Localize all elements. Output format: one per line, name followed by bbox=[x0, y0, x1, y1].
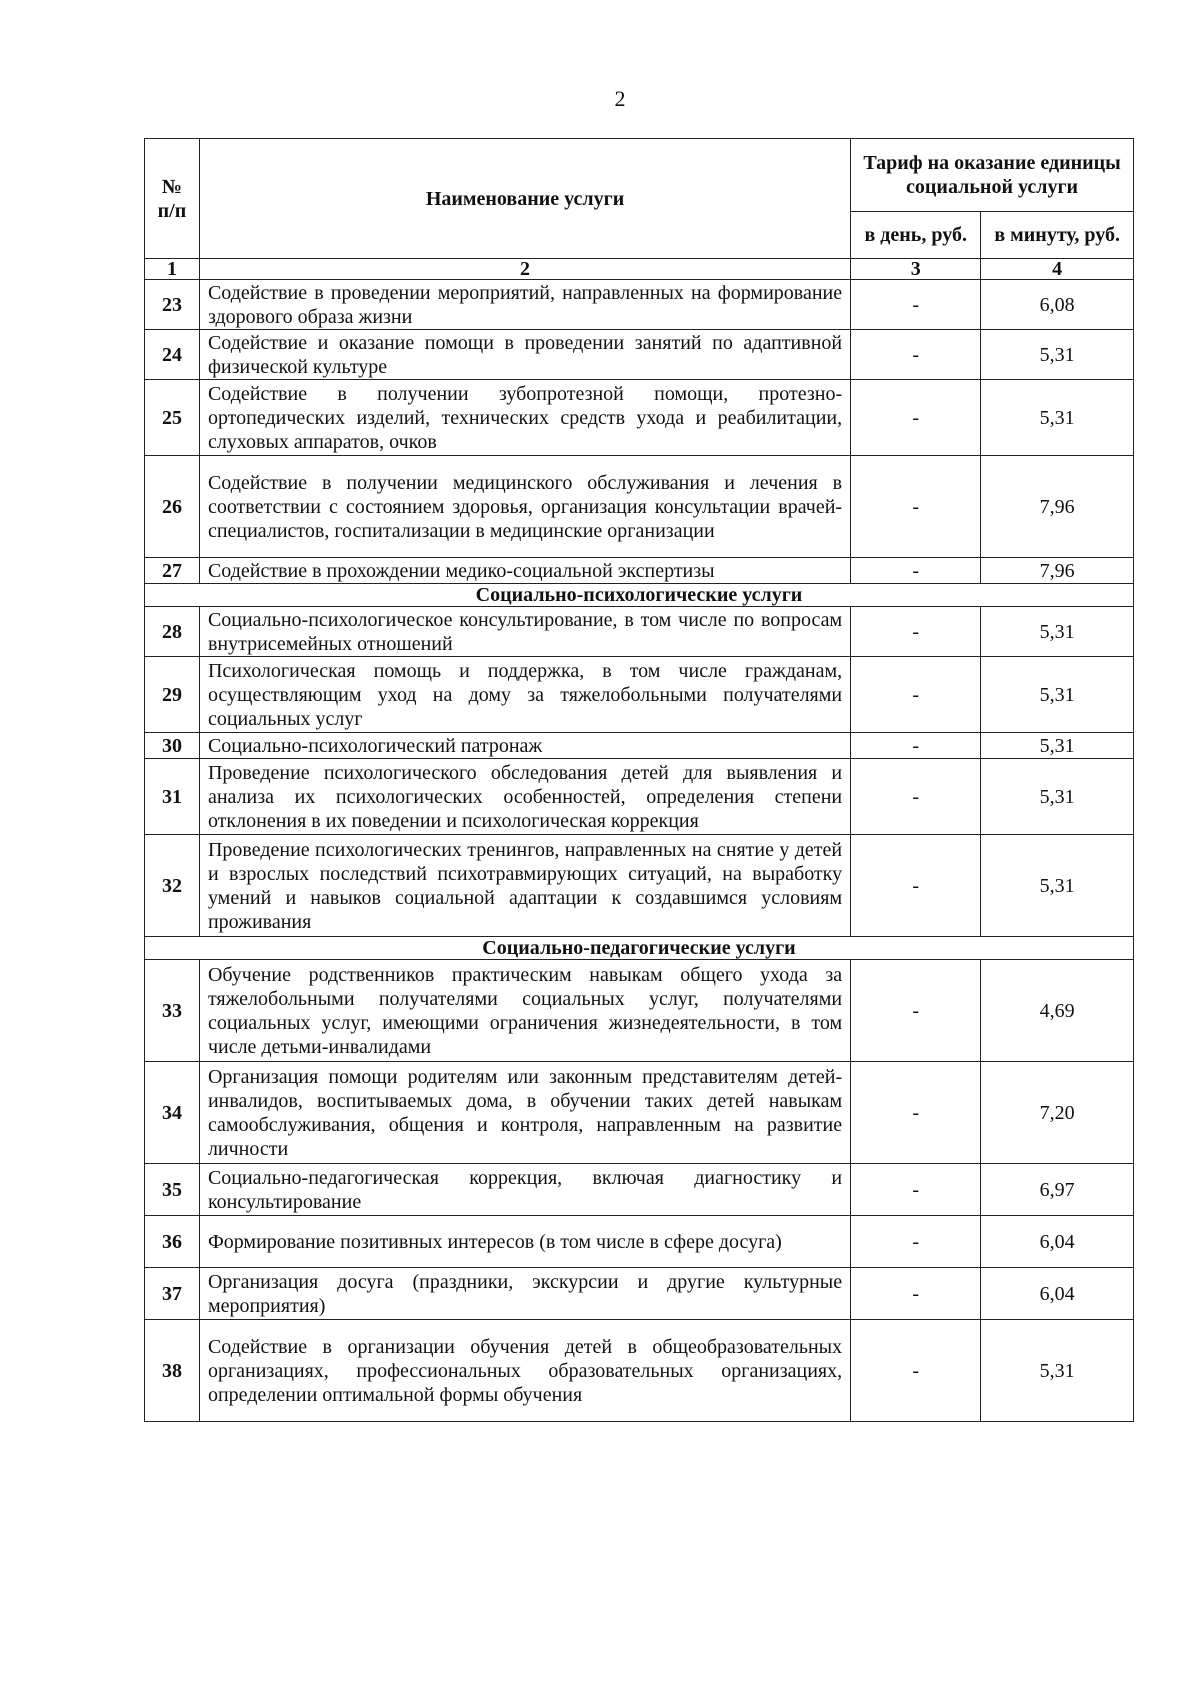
tariff-per-minute: 5,31 bbox=[981, 835, 1134, 937]
row-number: 32 bbox=[145, 835, 200, 937]
row-number: 25 bbox=[145, 380, 200, 456]
tariff-per-minute: 6,97 bbox=[981, 1164, 1134, 1216]
row-number: 34 bbox=[145, 1062, 200, 1164]
column-index: 3 bbox=[851, 259, 981, 280]
service-name: Содействие в организации обучения детей в общеобразовательных организациях, профессиональных образовательных организациях, определении оптимальной формы обучения bbox=[199, 1320, 850, 1422]
tariff-per-day: - bbox=[851, 1216, 981, 1268]
table-row bbox=[145, 607, 1134, 657]
table-row bbox=[145, 1164, 1134, 1216]
tariff-per-day: - bbox=[851, 380, 981, 456]
table-row bbox=[145, 1216, 1134, 1268]
tariff-per-minute: 5,31 bbox=[981, 759, 1134, 835]
header-num: № п/п bbox=[145, 139, 200, 259]
table-row bbox=[145, 380, 1134, 456]
row-number: 29 bbox=[145, 657, 200, 733]
table-row bbox=[145, 759, 1134, 835]
row-number: 30 bbox=[145, 733, 200, 759]
tariff-per-day: - bbox=[851, 657, 981, 733]
header-name: Наименование услуги bbox=[199, 139, 850, 259]
tariff-per-minute: 7,96 bbox=[981, 456, 1134, 558]
tariff-per-day: - bbox=[851, 280, 981, 330]
section-header-row bbox=[145, 584, 1134, 607]
header-per-day: в день, руб. bbox=[851, 212, 981, 259]
tariff-per-day: - bbox=[851, 1062, 981, 1164]
table-row bbox=[145, 280, 1134, 330]
table-row bbox=[145, 835, 1134, 937]
tariff-per-day: - bbox=[851, 1268, 981, 1320]
tariff-per-day: - bbox=[851, 456, 981, 558]
row-number: 31 bbox=[145, 759, 200, 835]
row-number: 27 bbox=[145, 558, 200, 584]
service-name: Содействие в прохождении медико-социальной экспертизы bbox=[199, 558, 850, 584]
tariff-per-day: - bbox=[851, 330, 981, 380]
tariff-per-minute: 5,31 bbox=[981, 657, 1134, 733]
tariff-per-day: - bbox=[851, 759, 981, 835]
tariff-per-minute: 5,31 bbox=[981, 607, 1134, 657]
row-number: 24 bbox=[145, 330, 200, 380]
service-name: Обучение родственников практическим навыкам общего ухода за тяжелобольными получателями социальных услуг, получателями социальных услуг, имеющими ограничения жизнедеятельности, в том числе детьми-инвалидами bbox=[199, 960, 850, 1062]
tariff-per-minute: 6,04 bbox=[981, 1216, 1134, 1268]
section-title-psychological: Социально-психологические услуги bbox=[145, 584, 1134, 607]
service-name: Организация досуга (праздники, экскурсии и другие культурные мероприятия) bbox=[199, 1268, 850, 1320]
service-name: Социально-педагогическая коррекция, включая диагностику и консультирование bbox=[199, 1164, 850, 1216]
tariff-per-minute: 5,31 bbox=[981, 1320, 1134, 1422]
column-index: 4 bbox=[981, 259, 1134, 280]
tariff-per-day: - bbox=[851, 607, 981, 657]
service-name: Социально-психологическое консультирование, в том числе по вопросам внутрисемейных отношений bbox=[199, 607, 850, 657]
service-name: Содействие в получении медицинского обслуживания и лечения в соответствии с состоянием здоровья, организация консультации врачей-специалистов, госпитализации в медицинские организации bbox=[199, 456, 850, 558]
table-row bbox=[145, 1320, 1134, 1422]
service-name: Проведение психологического обследования детей для выявления и анализа их психологических особенностей, определения степени отклонения в их поведении и психологическая коррекция bbox=[199, 759, 850, 835]
table-row bbox=[145, 1062, 1134, 1164]
page-number: 2 bbox=[614, 86, 626, 111]
table-row bbox=[145, 1268, 1134, 1320]
row-number: 38 bbox=[145, 1320, 200, 1422]
tariff-per-minute: 7,96 bbox=[981, 558, 1134, 584]
header-per-minute: в минуту, руб. bbox=[981, 212, 1134, 259]
tariff-per-day: - bbox=[851, 733, 981, 759]
service-name: Содействие в проведении мероприятий, направленных на формирование здорового образа жизни bbox=[199, 280, 850, 330]
column-index: 1 bbox=[145, 259, 200, 280]
section-title-pedagogical: Социально-педагогические услуги bbox=[145, 937, 1134, 960]
table-row bbox=[145, 733, 1134, 759]
tariff-per-minute: 6,08 bbox=[981, 280, 1134, 330]
table-row bbox=[145, 657, 1134, 733]
row-number: 28 bbox=[145, 607, 200, 657]
header-tariff: Тариф на оказание единицы социальной услуги bbox=[851, 139, 1134, 212]
service-name: Формирование позитивных интересов (в том числе в сфере досуга) bbox=[199, 1216, 850, 1268]
tariff-per-minute: 5,31 bbox=[981, 733, 1134, 759]
tariff-per-minute: 6,04 bbox=[981, 1268, 1134, 1320]
row-number: 36 bbox=[145, 1216, 200, 1268]
tariff-table bbox=[144, 138, 1134, 1422]
tariff-per-day: - bbox=[851, 1164, 981, 1216]
tariff-per-minute: 5,31 bbox=[981, 380, 1134, 456]
section-header-row bbox=[145, 937, 1134, 960]
row-number: 23 bbox=[145, 280, 200, 330]
service-name: Организация помощи родителям или законным представителям детей-инвалидов, воспитываемых дома, в обучении таких детей навыкам самообслуживания, общения и контроля, направленным на развитие личности bbox=[199, 1062, 850, 1164]
service-name: Содействие в получении зубопротезной помощи, протезно-ортопедических изделий, технических средств ухода и реабилитации, слуховых аппаратов, очков bbox=[199, 380, 850, 456]
service-name: Содействие и оказание помощи в проведении занятий по адаптивной физической культуре bbox=[199, 330, 850, 380]
table-row bbox=[145, 456, 1134, 558]
service-name: Психологическая помощь и поддержка, в том числе гражданам, осуществляющим уход на дому за тяжелобольными получателями социальных услуг bbox=[199, 657, 850, 733]
row-number: 26 bbox=[145, 456, 200, 558]
table-row bbox=[145, 558, 1134, 584]
service-name: Социально-психологический патронаж bbox=[199, 733, 850, 759]
column-index: 2 bbox=[199, 259, 850, 280]
row-number: 37 bbox=[145, 1268, 200, 1320]
tariff-per-day: - bbox=[851, 558, 981, 584]
tariff-per-minute: 7,20 bbox=[981, 1062, 1134, 1164]
tariff-per-day: - bbox=[851, 835, 981, 937]
tariff-per-minute: 4,69 bbox=[981, 960, 1134, 1062]
tariff-per-day: - bbox=[851, 1320, 981, 1422]
service-name: Проведение психологических тренингов, направленных на снятие у детей и взрослых последствий психотравмирующих ситуаций, на выработку умений и навыков социальной адаптации к создавшимся условиям проживания bbox=[199, 835, 850, 937]
tariff-per-day: - bbox=[851, 960, 981, 1062]
table-row bbox=[145, 960, 1134, 1062]
tariff-per-minute: 5,31 bbox=[981, 330, 1134, 380]
table-row bbox=[145, 330, 1134, 380]
row-number: 35 bbox=[145, 1164, 200, 1216]
row-number: 33 bbox=[145, 960, 200, 1062]
